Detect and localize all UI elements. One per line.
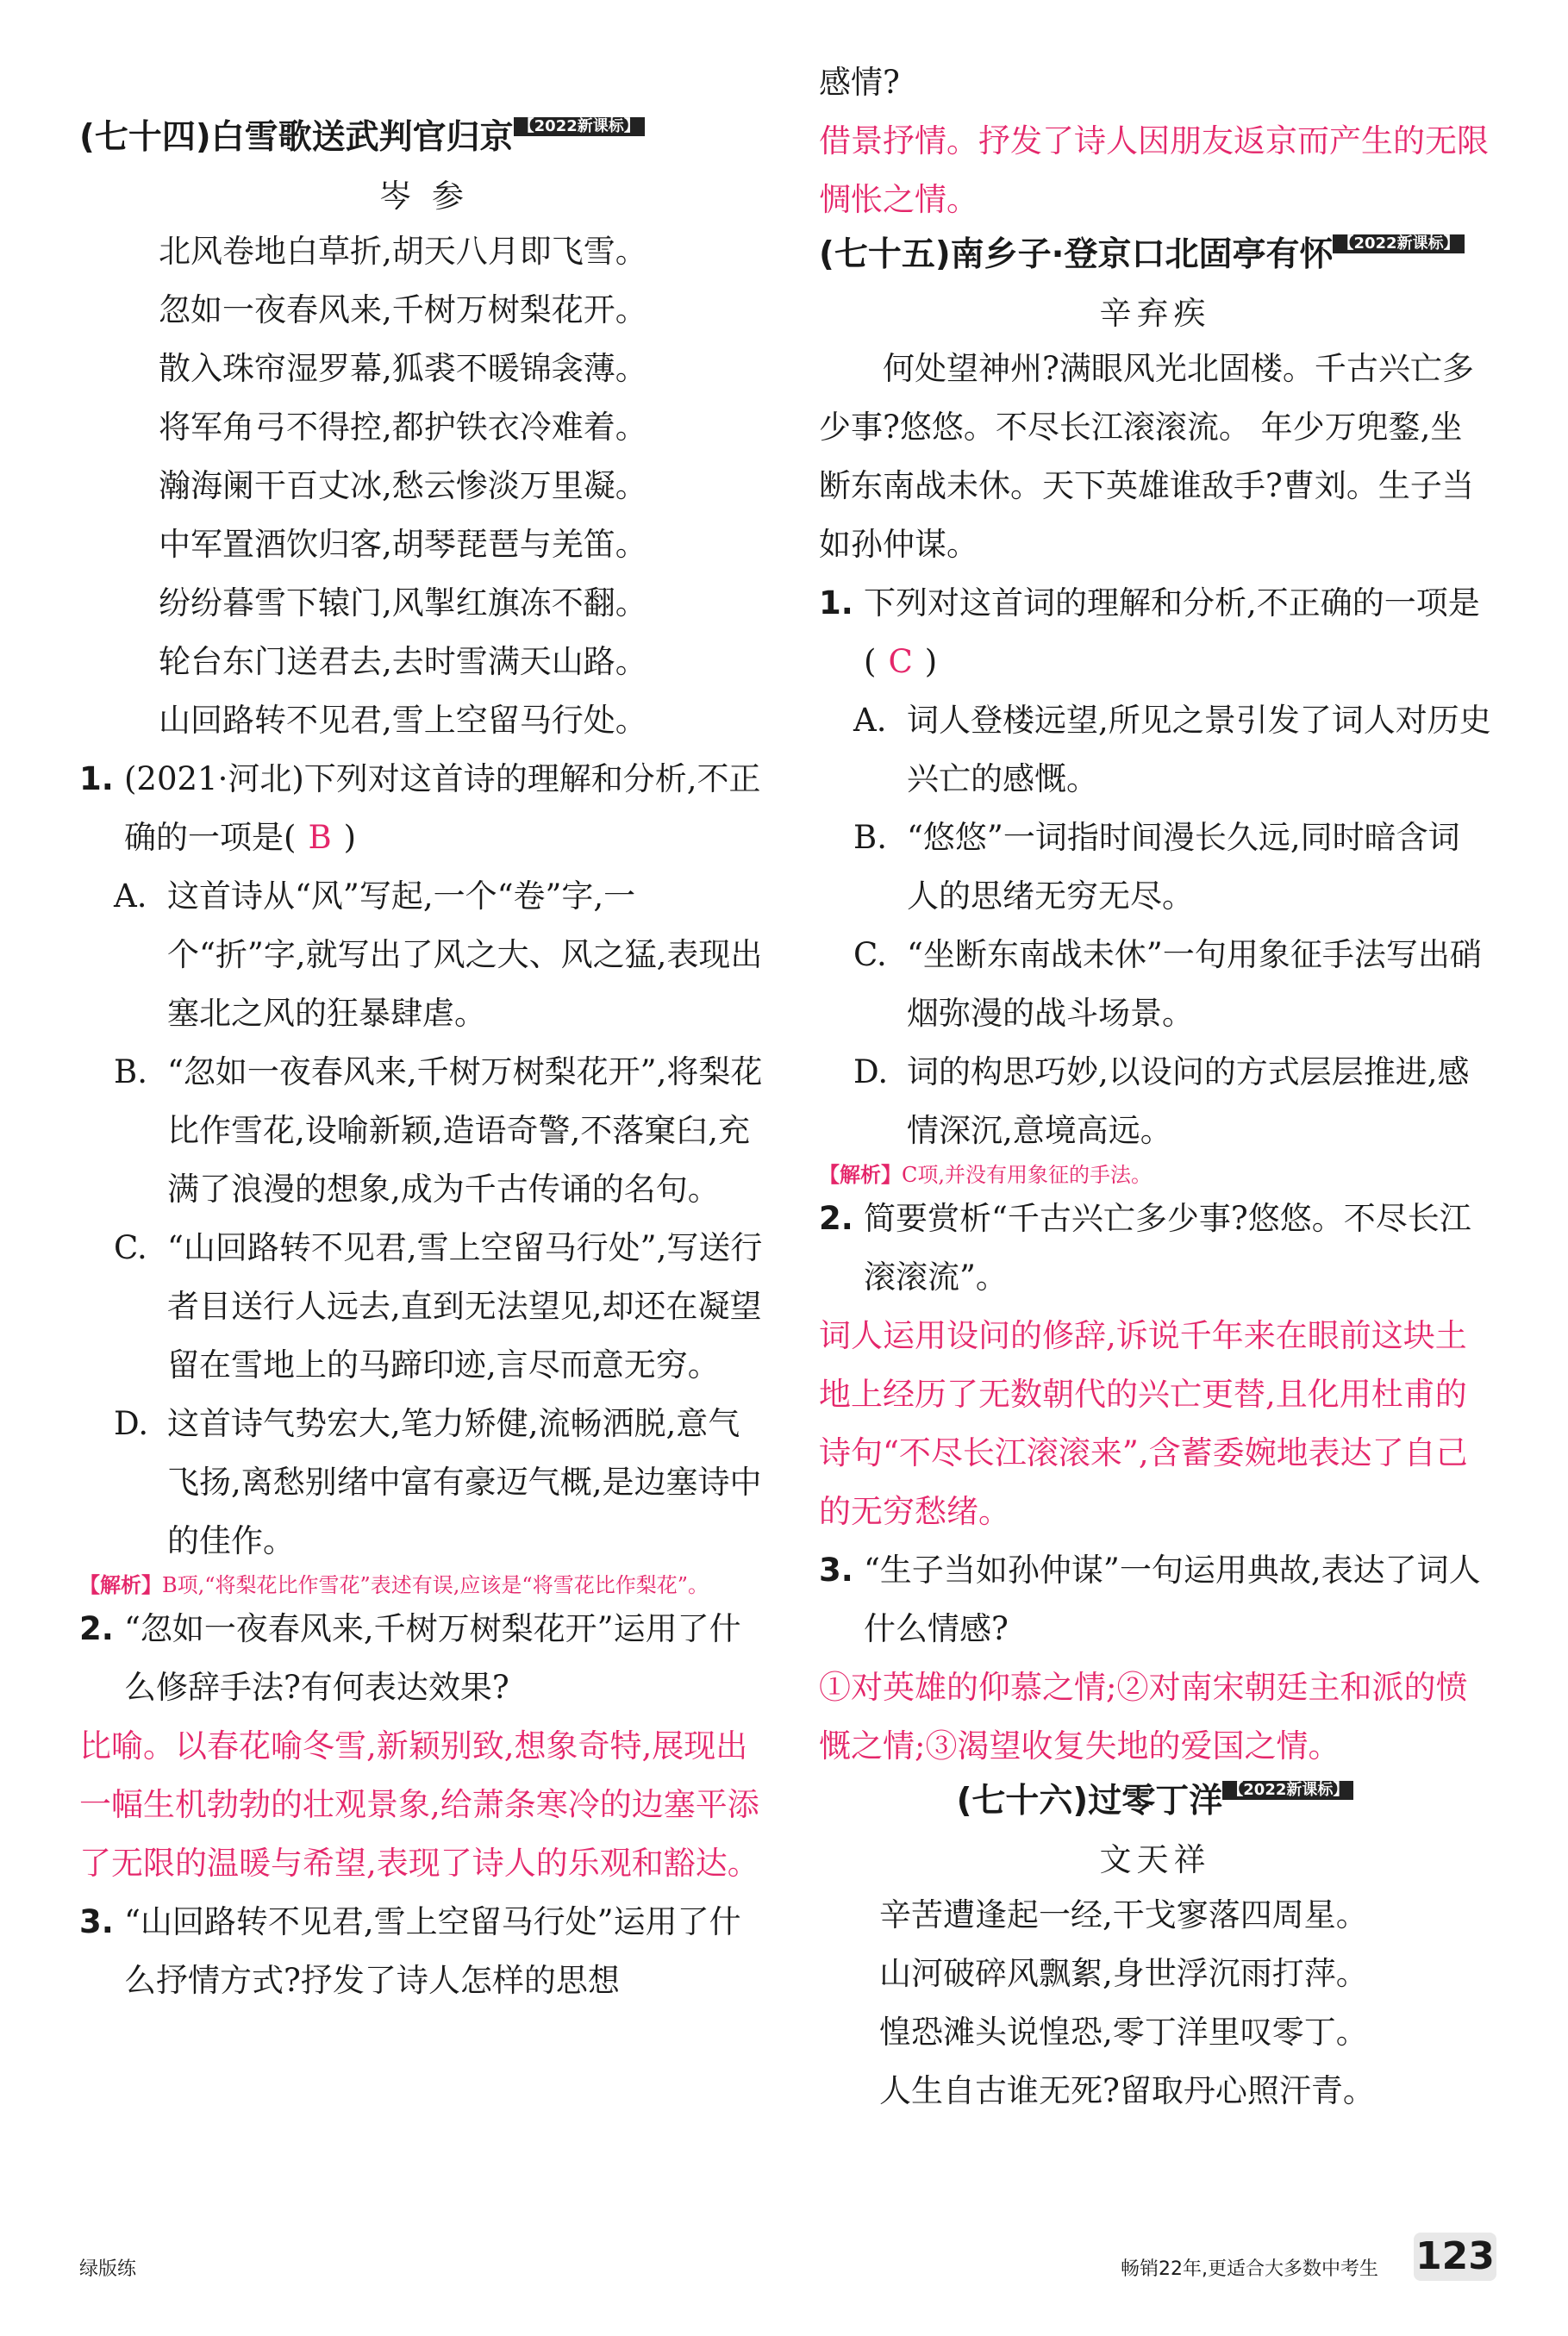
analysis-label: 【解析】 — [819, 1162, 902, 1187]
option-letter: C. — [853, 936, 887, 973]
option-a — [819, 691, 1491, 809]
poem-line: 中军置酒饮归客,胡琴琵琶与羌笛。 — [159, 526, 647, 563]
ci-body: 何处望神州?满眼风光北固楼。千古兴亡多少事?悠悠。不尽长江滚滚流。 年少万兜鍪,坐断东南战未休。天下英雄谁敌手?曹刘。生子当如孙仲谋。 — [819, 350, 1474, 563]
answer-text: 借景抒情。抒发了诗人因朋友返京而产生的无限惆怅之情。 — [819, 122, 1489, 218]
option-text: “山回路转不见君,雪上空留马行处”,写送行者目送行人远去,直到无法望见,却还在凝望留在雪地上的马蹄印迹,言尽而意无穷。 — [167, 1229, 763, 1383]
question-stem: (2021·河北)下列对这首诗的理解和分析,不正确的一项是( — [124, 760, 761, 856]
option-text: “悠悠”一词指时间漫长久远,同时暗含词人的思绪无穷无尽。 — [907, 819, 1460, 915]
option-text: 这首诗气势宏大,笔力矫健,流畅洒脱,意气飞扬,离愁别绪中富有豪迈气概,是边塞诗中的佳作。 — [167, 1405, 762, 1559]
poem-author: 岑 参 — [379, 178, 469, 215]
curriculum-tag: 【2022新课标】 — [1222, 1781, 1353, 1800]
poem-body — [819, 1886, 1491, 2121]
question-1 — [819, 574, 1491, 691]
poem-line: 将军角弓不得控,都护铁衣冷难着。 — [159, 409, 647, 446]
analysis-label: 【解析】 — [79, 1572, 162, 1597]
answer-text: 比喻。以春花喻冬雪,新颖别致,想象奇特,展现出一幅生机勃勃的壮观景象,给萧条寒冷的边塞平添了无限的温暖与希望,表现了诗人的乐观和豁达。 — [79, 1727, 759, 1882]
question-stem: “山回路转不见君,雪上空留马行处”运用了什么抒情方式?抒发了诗人怎样的思想 — [124, 1903, 741, 1999]
section-title-text: (七十五)南乡子·登京口北固亭有怀 — [819, 235, 1334, 274]
poem-line: 人生自古谁无死?留取丹心照汗青。 — [879, 2072, 1375, 2109]
question-stem: “生子当如孙仲谋”一句运用典故,表达了词人什么情感? — [864, 1552, 1481, 1647]
question-number: 2. — [819, 1200, 853, 1237]
paren-close: ) — [924, 643, 938, 680]
option-letter: D. — [853, 1053, 889, 1090]
paren-close: ) — [343, 819, 357, 856]
poem-line: 山回路转不见君,雪上空留马行处。 — [159, 702, 647, 739]
option-letter: C. — [114, 1229, 147, 1266]
option-b — [79, 1043, 769, 1219]
answer-choice: C — [888, 643, 913, 680]
poem-line: 北风卷地白草折,胡天八月即飞雪。 — [159, 233, 647, 270]
section-title-text: (七十四)白雪歌送武判官归京 — [79, 118, 514, 157]
poem-line: 散入珠帘湿罗幕,狐裘不暖锦衾薄。 — [159, 350, 647, 387]
option-letter: A. — [114, 878, 147, 915]
question-3-continued: 感情? — [819, 64, 900, 101]
answer-choice: B — [308, 819, 332, 856]
curriculum-tag: 【2022新课标】 — [1333, 234, 1464, 253]
analysis-note — [819, 1160, 1491, 1190]
option-letter: B. — [114, 1053, 147, 1090]
section-title-text: (七十六)过零丁洋 — [956, 1782, 1223, 1821]
section-title-76 — [819, 1776, 1491, 1827]
question-stem: 下列对这首词的理解和分析,不正确的一项是( — [864, 584, 1480, 680]
poem-line: 惶恐滩头说惶恐,零丁洋里叹零丁。 — [879, 2014, 1368, 2051]
right-column — [819, 64, 1491, 2121]
answer-text: ①对英雄的仰慕之情;②对南宋朝廷主和派的愤慨之情;③渴望收复失地的爱国之情。 — [819, 1669, 1468, 1764]
question-stem: “忽如一夜春风来,千树万树梨花开”运用了什么修辞手法?有何表达效果? — [124, 1610, 741, 1706]
analysis-text: B项,“将梨花比作雪花”表述有误,应该是“将雪花比作梨花”。 — [162, 1573, 709, 1597]
footer-brand: 绿版练 — [79, 2258, 137, 2280]
question-number: 3. — [79, 1903, 114, 1940]
question-2 — [819, 1190, 1491, 1307]
option-text: 词人登楼远望,所见之景引发了词人对历史兴亡的感慨。 — [907, 702, 1491, 797]
option-text: “坐断东南战未休”一句用象征手法写出硝烟弥漫的战斗场景。 — [907, 936, 1482, 1032]
option-letter: B. — [853, 819, 887, 856]
question-1 — [79, 750, 769, 867]
option-d — [819, 1043, 1491, 1160]
question-number: 3. — [819, 1552, 853, 1589]
poem-line: 瀚海阑干百丈冰,愁云惨淡万里凝。 — [159, 467, 647, 504]
curriculum-tag: 【2022新课标】 — [514, 117, 645, 136]
analysis-note — [79, 1571, 769, 1600]
option-b — [819, 809, 1491, 926]
option-text: 这首诗从“风”写起,一个“卷”字,一个“折”字,就写出了风之大、风之猛,表现出塞北之风的狂暴肆虐。 — [167, 878, 763, 1032]
left-column — [79, 112, 769, 2010]
footer-slogan: 畅销22年,更适合大多数中考生 — [1121, 2258, 1378, 2280]
question-3 — [819, 1541, 1491, 1658]
poem-line: 轮台东门送君去,去时雪满天山路。 — [159, 643, 647, 680]
option-d — [79, 1395, 769, 1571]
question-stem: 简要赏析“千古兴亡多少事?悠悠。不尽长江滚滚流”。 — [864, 1200, 1471, 1296]
option-text: 词的构思巧妙,以设问的方式层层推进,感情深沉,意境高远。 — [907, 1053, 1470, 1149]
page-number: 123 — [1414, 2233, 1496, 2281]
option-a — [79, 867, 769, 1043]
poem-line: 山河破碎风飘絮,身世浮沉雨打萍。 — [879, 1955, 1368, 1992]
question-3 — [79, 1893, 769, 2010]
poem-line: 忽如一夜春风来,千树万树梨花开。 — [159, 291, 647, 328]
question-number: 1. — [79, 760, 114, 797]
analysis-text: C项,并没有用象征的手法。 — [902, 1163, 1152, 1187]
option-text: “忽如一夜春风来,千树万树梨花开”,将梨花比作雪花,设喻新颖,造语奇警,不落窠臼,充满了浪漫的想象,成为千古传诵的名句。 — [167, 1053, 763, 1208]
option-letter: D. — [114, 1405, 149, 1442]
question-2 — [79, 1600, 769, 1717]
answer-text: 词人运用设问的修辞,诉说千年来在眼前这块土地上经历了无数朝代的兴亡更替,且化用杜甫的诗句“不尽长江滚滚来”,含蓄委婉地表达了自己的无穷愁绪。 — [819, 1317, 1468, 1530]
option-c — [79, 1219, 769, 1395]
poem-author: 辛弃疾 — [1099, 295, 1211, 332]
question-number: 2. — [79, 1610, 114, 1647]
poem-line: 辛苦遭逢起一经,干戈寥落四周星。 — [879, 1896, 1368, 1933]
question-number: 1. — [819, 584, 853, 621]
option-letter: A. — [853, 702, 887, 739]
section-title-74 — [79, 112, 769, 164]
poem-line: 纷纷暮雪下辕门,风掣红旗冻不翻。 — [159, 584, 647, 621]
poem-body — [79, 222, 769, 750]
option-c — [819, 926, 1491, 1043]
section-title-75 — [819, 229, 1491, 281]
poem-author: 文天祥 — [1099, 1841, 1211, 1878]
